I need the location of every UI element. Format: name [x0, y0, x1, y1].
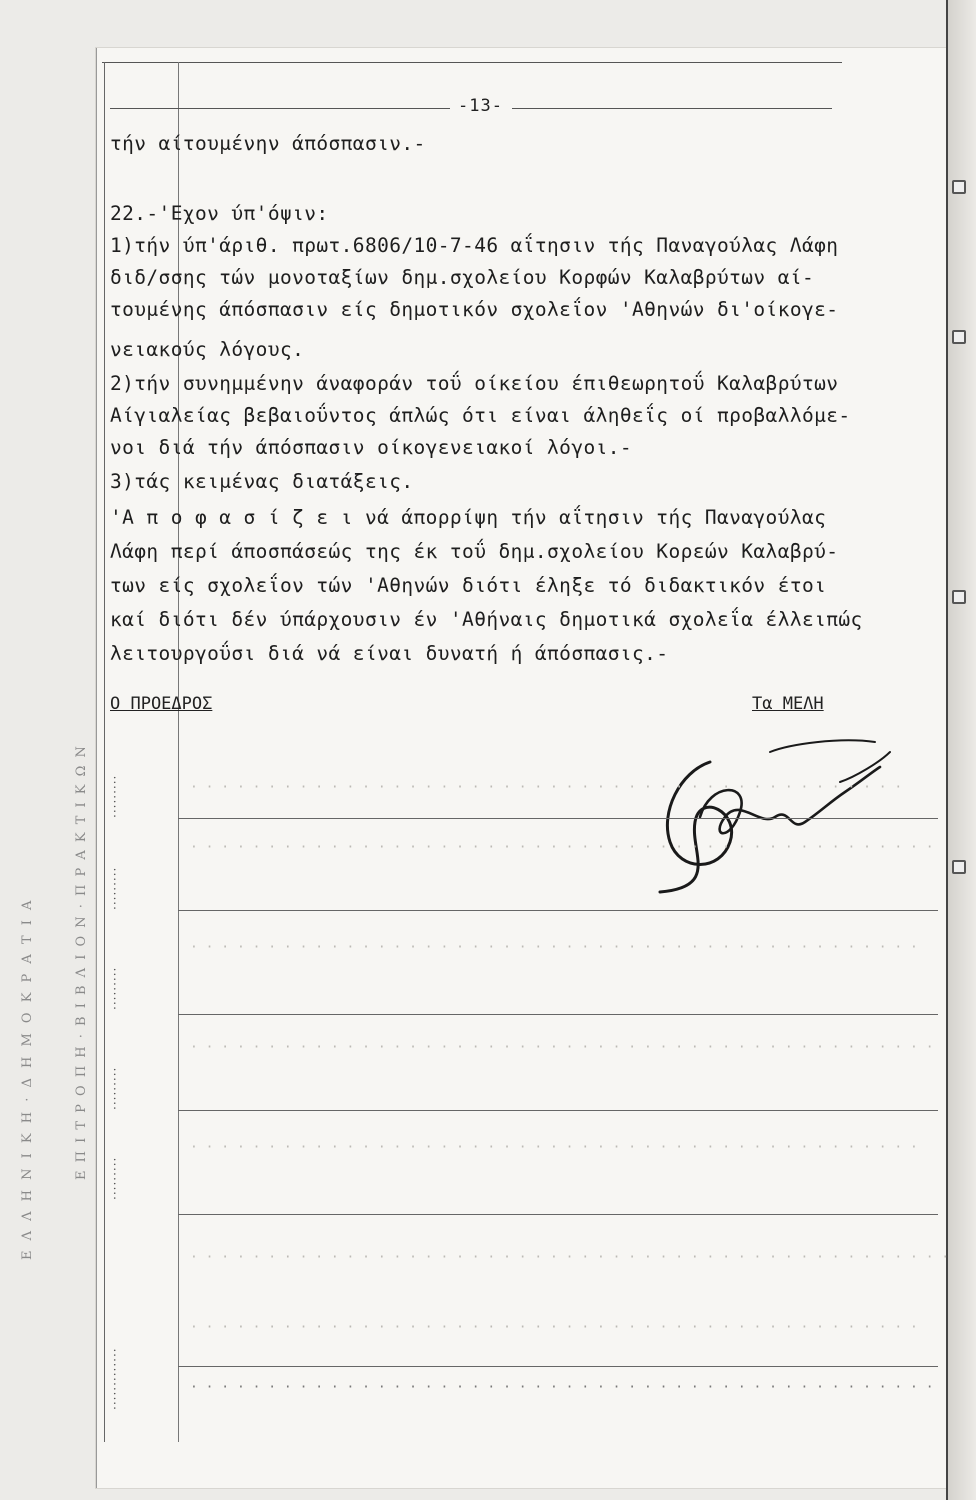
- form-rule: [178, 1214, 938, 1215]
- body-line: νειακούς λόγους.: [110, 338, 305, 361]
- binder-hole: [952, 590, 966, 604]
- president-label: [110, 694, 212, 714]
- body-line: 22.-'Εχον ύπ'όψιν:: [110, 202, 329, 225]
- top-rule: [102, 62, 842, 63]
- members-label: [752, 694, 824, 714]
- binder-edge: [948, 0, 976, 1500]
- form-column-label: ·········: [108, 1156, 122, 1200]
- form-rule: [178, 1110, 938, 1111]
- body-line: νοι διά τήν άπόσπασιν οίκογενειακοί λόγοι.-: [110, 436, 633, 459]
- printed-form-section: [104, 730, 946, 1450]
- bleed-through-text: · · · · · · · · · · · · · · · · · · · · · · · · · · · · · · · · · · · · · · · · · · · · · · ·: [190, 1320, 918, 1335]
- binder-hole: [952, 180, 966, 194]
- bleed-through-text: · · · · · · · · · · · · · · · · · · · · · · · · · · · · · · · · · · · · · · · · · · · · · · · ·: [190, 1040, 934, 1055]
- body-line: 2)τήν συνημμένην άναφοράν τοΰ οίκείου έπιθεωρητοΰ Καλαβρύτων: [110, 372, 839, 395]
- form-column-label: ·········: [108, 1066, 122, 1110]
- body-line: τουμένης άπόσπασιν είς δημοτικόν σχολεΐον 'Αθηνών δι'οίκογε-: [110, 298, 839, 321]
- bleed-through-text: · · · · · · · · · · · · · · · · · · · · · · · · · · · · · · · · · · · · · · · · · · · · · · ·: [190, 1140, 918, 1155]
- left-margin-stamp: Ε Λ Λ Η Ν Ι Κ Η · Δ Η Μ Ο Κ Ρ Α Τ Ι Α: [20, 897, 35, 1260]
- body-line: 3)τάς κειμένας διατάξεις.: [110, 470, 414, 493]
- members-label-text: Τα ΜΕΛΗ: [752, 694, 824, 714]
- body-line: καί διότι δέν ύπάρχουσιν έν 'Αθήναις δημοτικά σχολεΐα έλλειπώς: [110, 608, 863, 631]
- page-number-rule-right: [512, 108, 832, 109]
- body-line: 1)τήν ύπ'άριθ. πρωτ.6806/10-7-46 αΐτησιν τής Παναγούλας Λάφη: [110, 234, 839, 257]
- form-rule: [178, 910, 938, 911]
- form-column-label: ·········: [108, 866, 122, 910]
- binder-hole: [952, 330, 966, 344]
- body-line: των είς σχολεΐον τών 'Αθηνών διότι έληξε τό διδακτικόν έτοι: [110, 574, 827, 597]
- bleed-through-text: · · · · · · · · · · · · · · · · · · · · · · · · · · · · · · · · · · · · · · · · · · · · · · · ·: [190, 1380, 934, 1395]
- form-column-label: ·········: [108, 966, 122, 1010]
- form-column-label: ·········: [108, 774, 122, 818]
- body-line: Αίγιαλείας βεβαιοΰντος άπλώς ότι είναι άληθεΐς οί προβαλλόμε-: [110, 404, 851, 427]
- president-label-text: Ο ΠΡΟΕΔΡΟΣ: [110, 694, 213, 714]
- page-number-rule-left: [110, 108, 450, 109]
- bleed-through-text: · · · · · · · · · · · · · · · · · · · · · · · · · · · · · · · · · · · · · · · · · · · · · · · ·: [190, 840, 934, 855]
- body-line: διδ/σσης τών μονοταξίων δημ.σχολείου Κορφών Καλαβρύτων αί-: [110, 266, 815, 289]
- binder-hole: [952, 860, 966, 874]
- form-column-label: ·············: [108, 1347, 122, 1410]
- form-rule: [178, 1366, 938, 1367]
- left-margin-stamp-2: Ε Π Ι Τ Ρ Ο Π Η · Β Ι Β Λ Ι Ο Ν · Π Ρ Α Κ Τ Ι Κ Ω Ν: [74, 744, 89, 1180]
- bleed-through-text: · · · · · · · · · · · · · · · · · · · · · · · · · · · · · · · · · · · · · · · · · · · · · ·: [190, 780, 903, 795]
- page-right-edge: [946, 0, 948, 1500]
- body-line: Λάφη περί άποσπάσεώς της έκ τοΰ δημ.σχολείου Κορεών Καλαβρύ-: [110, 540, 839, 563]
- body-line: τήν αίτουμένην άπόσπασιν.-: [110, 132, 426, 155]
- bleed-through-text: · · · · · · · · · · · · · · · · · · · · · · · · · · · · · · · · · · · · · · · · · · · · · · ·: [190, 940, 918, 955]
- form-rule: [178, 1014, 938, 1015]
- body-line: λειτουργοΰσι διά νά είναι δυνατή ή άπόσπασις.-: [110, 642, 669, 665]
- body-line: 'Α π ο φ α σ ί ζ ε ι νά άπορρίψη τήν αΐτησιν τής Παναγούλας: [110, 506, 827, 529]
- page-number: -13-: [458, 96, 503, 116]
- bleed-through-text: · · · · · · · · · · · · · · · · · · · · · · · · · · · · · · · · · · · · · · · · · · · · · · · · ·: [190, 1250, 950, 1265]
- form-rule: [178, 818, 938, 819]
